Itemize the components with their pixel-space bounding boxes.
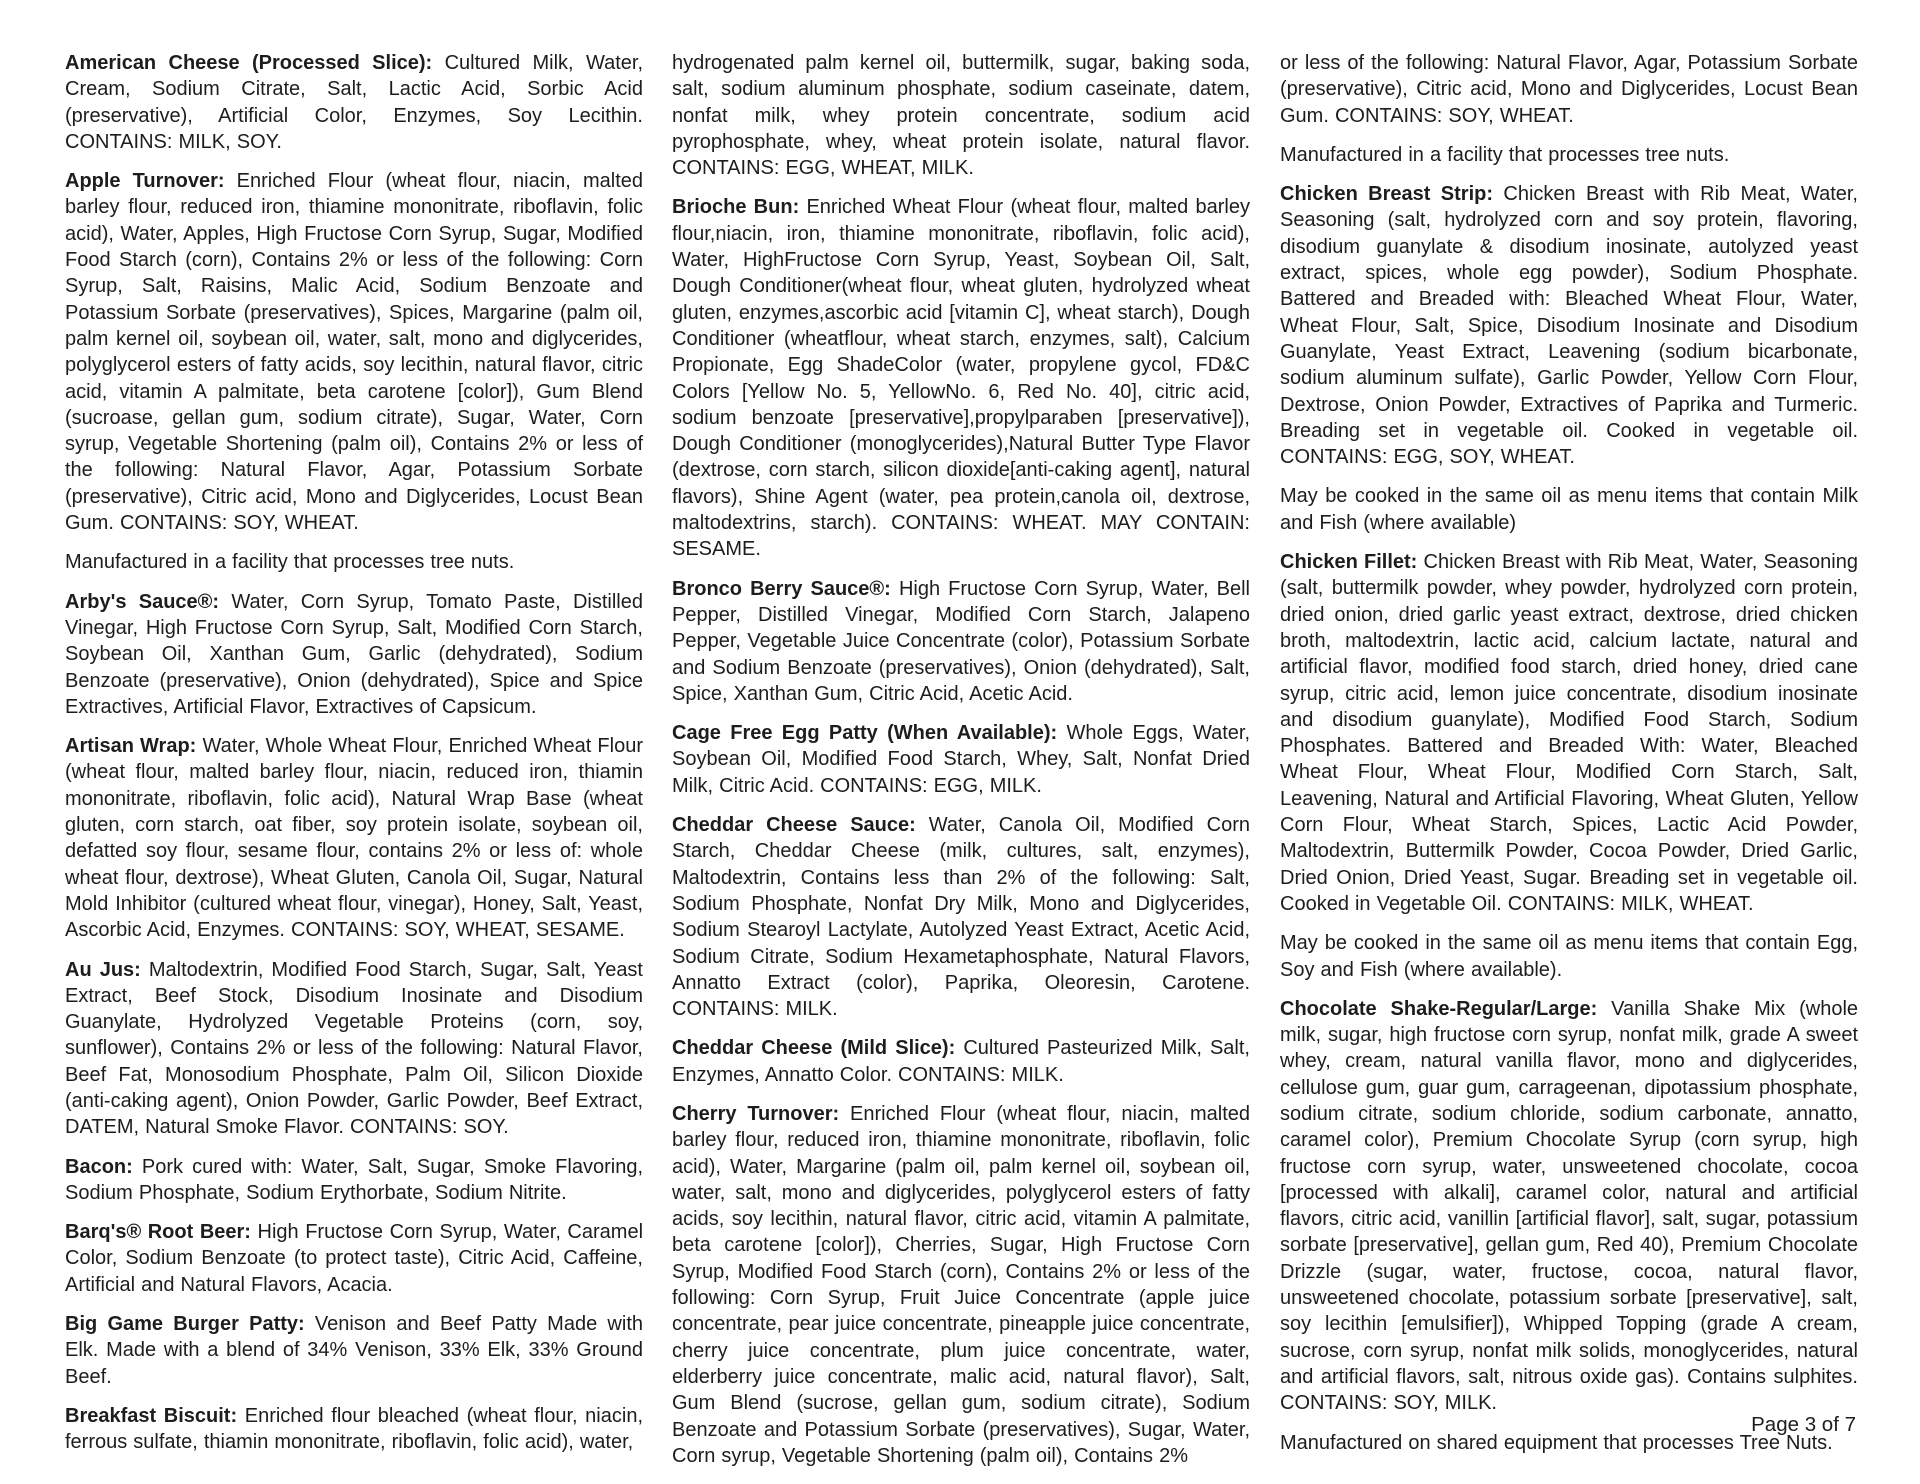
ingredient-block <box>65 957 643 1141</box>
item-text: Enriched Flour (wheat flour, niacin, malted barley flour, reduced iron, thiamine mononitrate, riboflavin, folic acid), Water, Apples, High Fructose Corn Syrup, Sugar, Modified Food Starch (corn), Contains 2% or less of the following: Corn Syrup, Salt, Raisins, Malic Acid, Sodium Benzoate and Potassium Sorbate (preservatives), Spices, Margarine (palm oil, palm kernel oil, soybean oil, water, salt, mono and diglycerides, polyglycerol esters of fatty acids, soy lecithin, natural flavor, citric acid, vitamin A palmitate, beta carotene [color]), Gum Blend (sucroase, gellan gum, sodium citrate), Sugar, Water, Corn syrup, Vegetable Shortening (palm oil), Contains 2% or less of the following: Natural Flavor, Agar, Potassium Sorbate (preservative), Citric acid, Mono and Diglycerides, Locust Bean Gum. CONTAINS: SOY, WHEAT. <box>65 170 644 535</box>
page-number: Page 3 of 7 <box>1751 1413 1856 1436</box>
item-text: Water, Canola Oil, Modified Corn Starch, Cheddar Cheese (milk, cultures, salt, enzymes), Maltodextrin, Contains less than 2% of the following: Salt, Sodium Phosphate, Nonfat Dry Milk, Mono and Diglycerides, Sodium Stearoyl Lactylate, Autolyzed Yeast Extract, Acetic Acid, Sodium Citrate, Sodium Hexametaphosphate, Natural Flavors, Annatto Extract (color), Paprika, Oleoresin, Carotene. CONTAINS: MILK. <box>672 814 1250 1021</box>
ingredient-block <box>65 1403 643 1456</box>
item-text: Water, Whole Wheat Flour, Enriched Wheat Flour (wheat flour, malted barley flour, niacin, reduced iron, thiamin mononitrate, riboflavin, folic acid), Natural Wrap Base (wheat gluten, corn starch, oat fiber, soy protein isolate, soybean oil, defatted soy flour, sesame flour, contains 2% or less of: whole wheat flour, dextrose), Wheat Gluten, Canola Oil, Sugar, Natural Mold Inhibitor (cultured wheat flour, vinegar), Honey, Salt, Yeast, Ascorbic Acid, Enzymes. CONTAINS: SOY, WHEAT, SESAME. <box>65 735 643 942</box>
ingredient-block <box>672 720 1250 799</box>
item-title: Chicken Breast Strip: <box>1280 183 1494 206</box>
item-text: or less of the following: Natural Flavor, Agar, Potassium Sorbate (preservative), Citric acid, Mono and Diglycerides, Locust Bean Gum. CONTAINS: SOY, WHEAT. <box>1280 52 1858 127</box>
ingredient-block <box>672 1101 1250 1469</box>
item-title: Au Jus: <box>65 958 141 981</box>
ingredient-block <box>65 733 643 943</box>
item-text: hydrogenated palm kernel oil, buttermilk, sugar, baking soda, salt, sodium aluminum phosphate, sodium caseinate, datem, nonfat milk, whey protein concentrate, sodium acid pyrophosphate, whey, wheat protein isolate, natural flavor. CONTAINS: EGG, WHEAT, MILK. <box>672 52 1250 180</box>
item-text: Water, Corn Syrup, Tomato Paste, Distilled Vinegar, High Fructose Corn Syrup, Salt, Modified Corn Starch, Soybean Oil, Xanthan Gum, Garlic (dehydrated), Sodium Benzoate (preservative), Onion (dehydrated), Spice and Spice Extractives, Artificial Flavor, Extractives of Capsicum. <box>65 590 643 718</box>
item-text: Chicken Breast with Rib Meat, Water, Seasoning (salt, buttermilk powder, whey powder, hydrolyzed corn protein, dried onion, dried garlic yeast extract, dextrose, dried chicken broth, maltodextrin, lactic acid, calcium lactate, natural and artificial flavor, modified food starch, dried honey, dried cane syrup, citric acid, lemon juice concentrate, disodium inosinate and disodium guanylate), Modified Food Starch, Sodium Phosphates. Battered and Breaded With: Water, Bleached Wheat Flour, Wheat Flour, Modified Corn Starch, Salt, Leavening, Natural and Artificial Flavoring, Wheat Gluten, Yellow Corn Flour, Wheat Starch, Spices, Lactic Acid Powder, Maltodextrin, Buttermilk Powder, Cocoa Powder, Dried Garlic, Dried Onion, Dried Yeast, Sugar. Breading set in vegetable oil. Cooked in Vegetable Oil. CONTAINS: MILK, WHEAT. <box>1280 551 1858 915</box>
item-title: American Cheese (Processed Slice): <box>65 52 433 74</box>
item-title: Artisan Wrap: <box>65 735 197 758</box>
item-text: Vanilla Shake Mix (whole milk, sugar, high fructose corn syrup, nonfat milk, grade A sweet whey, cream, natural vanilla flavor, mono and diglycerides, cellulose gum, guar gum, carrageenan, dipotassium phosphate, sodium citrate, sodium chloride, sodium carbonate, annatto, caramel color), Premium Chocolate Syrup (corn syrup, high fructose corn syrup, water, unsweetened chocolate, cocoa [processed with alkali], caramel color, natural and artificial flavors, citric acid, vanillin [artificial flavor], salt, sugar, potassium sorbate [preservative], gellan gum, Red 40), Premium Chocolate Drizzle (sugar, water, fructose, cocoa, natural flavor, unsweetened chocolate, potassium sorbate [preservative], salt, soy lecithin [emulsifier]), Whipped Topping (grade A cream, sucrose, corn syrup, nonfat milk solids, monoglycerides, natural and artificial flavors, salt, nitrous oxide gas). Contains sulphites. CONTAINS: SOY, MILK. <box>1280 997 1859 1415</box>
item-title: Bronco Berry Sauce®: <box>672 577 891 600</box>
item-text: May be cooked in the same oil as menu items that contain Milk and Fish (where available) <box>1280 485 1858 534</box>
ingredient-block <box>672 812 1250 1022</box>
item-text: Manufactured in a facility that processes tree nuts. <box>1280 143 1730 166</box>
ingredients-column-3 <box>1280 50 1858 1469</box>
item-text: Enriched Flour (wheat flour, niacin, malted barley flour, reduced iron, thiamine mononitrate, riboflavin, folic acid), Water, Margarine (palm oil, palm kernel oil, soybean oil, water, salt, mono and diglycerides, polyglycerol esters of fatty acids, soy lecithin, natural flavor, citric acid, vitamin A palmitate, beta carotene [color]), Cherries, Sugar, High Fructose Corn Syrup, Modified Food Starch (corn), Contains 2% or less of the following: Corn Syrup, Fruit Juice Concentrate (apple juice concentrate, pear juice concentrate, pineapple juice concentrate, cherry juice concentrate, plum juice concentrate, water, elderberry juice concentrate, malic acid, natural flavor), Salt, Gum Blend (sucrose, gellan gum, sodium citrate), Sodium Benzoate and Potassium Sorbate (preservatives), Sugar, Water, Corn syrup, Vegetable Shortening (palm oil), Contains 2% <box>672 1102 1251 1467</box>
ingredient-block <box>65 1154 643 1207</box>
item-text: Whole Eggs, Water, Soybean Oil, Modified Food Starch, Whey, Salt, Nonfat Dried Milk, Citric Acid. CONTAINS: EGG, MILK. <box>672 722 1250 797</box>
ingredient-block <box>672 50 1250 181</box>
ingredient-block <box>1280 483 1858 536</box>
item-text: Manufactured on shared equipment that processes Tree Nuts. <box>1280 1431 1833 1454</box>
item-text: Chicken Breast with Rib Meat, Water, Seasoning (salt, hydrolyzed corn and soy protein, flavoring, disodium guanylate & disodium inosinate, autolyzed yeast extract, spices, whole egg powder), Sodium Phosphate. Battered and Breaded with: Bleached Wheat Flour, Water, Wheat Flour, Salt, Spice, Disodium Inosinate and Disodium Guanylate, Yeast Extract, Leavening (sodium bicarbonate, sodium aluminum sulfate), Garlic Powder, Yellow Corn Flour, Dextrose, Onion Powder, Extractives of Paprika and Turmeric. Breading set in vegetable oil. Cooked in vegetable oil. CONTAINS: EGG, SOY, WHEAT. <box>1280 183 1858 469</box>
ingredient-block <box>1280 50 1858 129</box>
item-text: High Fructose Corn Syrup, Water, Caramel Color, Sodium Benzoate (to protect taste), Citric Acid, Caffeine, Artificial and Natural Flavors, Acacia. <box>65 1221 644 1296</box>
ingredient-block <box>65 549 643 575</box>
ingredient-block <box>672 576 1250 707</box>
ingredients-column-1 <box>65 50 643 1469</box>
ingredient-block <box>65 50 643 155</box>
item-text: High Fructose Corn Syrup, Water, Bell Pepper, Distilled Vinegar, Modified Corn Starch, Jalapeno Pepper, Vegetable Juice Concentrate (color), Potassium Sorbate and Sodium Benzoate (preservatives), Onion (dehydrated), Salt, Spice, Xanthan Gum, Citric Acid, Acetic Acid. <box>672 577 1250 705</box>
ingredient-block <box>65 1311 643 1390</box>
item-title: Arby's Sauce®: <box>65 590 220 613</box>
ingredient-block <box>65 589 643 720</box>
ingredient-block <box>1280 142 1858 168</box>
ingredient-block <box>1280 181 1858 470</box>
item-title: Barq's® Root Beer: <box>65 1221 251 1244</box>
item-text: Cultured Milk, Water, Cream, Sodium Citrate, Salt, Lactic Acid, Sorbic Acid (preservative), Artificial Color, Enzymes, Soy Lecithin. CONTAINS: MILK, SOY. <box>65 52 644 153</box>
item-title: Cherry Turnover: <box>672 1102 840 1125</box>
ingredient-block <box>65 1219 643 1298</box>
item-text: Manufactured in a facility that processes tree nuts. <box>65 551 515 574</box>
ingredient-block <box>1280 996 1858 1417</box>
item-title: Brioche Bun: <box>672 196 800 219</box>
item-text: May be cooked in the same oil as menu items that contain Egg, Soy and Fish (where available). <box>1280 932 1858 981</box>
item-title: Breakfast Biscuit: <box>65 1404 238 1427</box>
item-title: Apple Turnover: <box>65 170 225 193</box>
item-title: Cage Free Egg Patty (When Available): <box>672 722 1058 745</box>
item-title: Big Game Burger Patty: <box>65 1313 305 1336</box>
ingredient-block <box>1280 930 1858 983</box>
ingredients-column-2 <box>672 50 1250 1482</box>
item-title: Cheddar Cheese Sauce: <box>672 814 916 837</box>
ingredient-block <box>65 168 643 536</box>
item-text: Venison and Beef Patty Made with Elk. Made with a blend of 34% Venison, 33% Elk, 33% Ground Beef. <box>65 1313 643 1388</box>
ingredient-block <box>1280 549 1858 917</box>
item-title: Chocolate Shake-Regular/Large: <box>1280 997 1598 1020</box>
ingredient-block <box>672 194 1250 562</box>
item-title: Cheddar Cheese (Mild Slice): <box>672 1037 956 1060</box>
item-text: Enriched Wheat Flour (wheat flour, malted barley flour,niacin, iron, thiamine mononitrate, riboflavin, folic acid), Water, HighFructose Corn Syrup, Yeast, Soybean Oil, Salt, Dough Conditioner(wheat flour, wheat gluten, hydrolyzed wheat gluten, enzymes,ascorbic acid [vitamin C], wheat starch), Dough Conditioner (wheatflour, wheat starch, enzymes, salt), Calcium Propionate, Egg ShadeColor (water, propylene gycol, FD&C Colors [Yellow No. 5, YellowNo. 6, Red No. 40], citric acid, sodium benzoate [preservative],propylparaben [preservative]), Dough Conditioner (monoglycerides),Natural Butter Type Flavor (dextrose, corn starch, silicon dioxide[anti-caking agent], natural flavors), Shine Agent (water, pea protein,canola oil, dextrose, maltodextrins, starch). CONTAINS: WHEAT. MAY CONTAIN: SESAME. <box>672 196 1250 561</box>
item-text: Pork cured with: Water, Salt, Sugar, Smoke Flavoring, Sodium Phosphate, Sodium Erythorbate, Sodium Nitrite. <box>65 1155 643 1204</box>
ingredient-block <box>672 1035 1250 1088</box>
item-title: Bacon: <box>65 1155 133 1178</box>
item-text: Cultured Pasteurized Milk, Salt, Enzymes, Annatto Color. CONTAINS: MILK. <box>672 1037 1250 1086</box>
item-text: Enriched flour bleached (wheat flour, niacin, ferrous sulfate, thiamin mononitrate, riboflavin, folic acid), water, <box>65 1404 643 1454</box>
item-title: Chicken Fillet: <box>1280 551 1418 574</box>
item-text: Maltodextrin, Modified Food Starch, Sugar, Salt, Yeast Extract, Beef Stock, Disodium Inosinate and Disodium Guanylate, Hydrolyzed Vegetable Proteins (corn, soy, sunflower), Contains 2% or less of the following: Natural Flavor, Beef Fat, Monosodium Phosphate, Palm Oil, Silicon Dioxide (anti-caking agent), Onion Powder, Garlic Powder, Beef Extract, DATEM, Natural Smoke Flavor. CONTAINS: SOY. <box>65 958 643 1139</box>
